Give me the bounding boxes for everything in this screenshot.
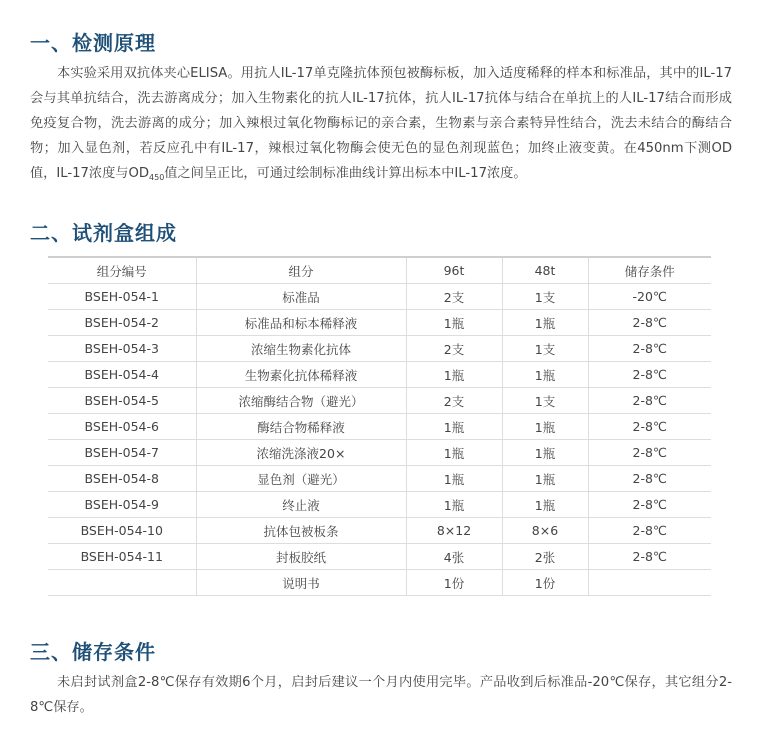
table-cell: 2张 [502, 544, 588, 570]
table-cell: BSEH-054-1 [48, 284, 196, 310]
section-heading-principle: 一、检测原理 [30, 31, 156, 55]
table-row [48, 570, 711, 596]
table-cell: 8×6 [502, 518, 588, 544]
principle-text-tail: 值之间呈正比，可通过绘制标准曲线计算出标本中IL-17浓度。 [164, 166, 527, 181]
table-cell: 显色剂（避光） [196, 466, 406, 492]
table-cell: BSEH-054-7 [48, 440, 196, 466]
principle-text: 本实验采用双抗体夹心ELISA。用抗人IL-17单克隆抗体预包被酶标板，加入适度稀释的样本和标准品，其中的IL-17会与其单抗结合，洗去游离成分；加入生物素化的抗人IL-17抗体，抗人IL-17抗体与结合在单抗上的人IL-17结合而形成免疫复合物，洗去游离的成分；加入辣根过氧化物酶标记的亲合素，生物素与亲合素特异性结合，洗去未结合的酶结合物；加入显色剂，若反应孔中有IL-17，辣根过氧化物酶会使无色的显色剂现蓝色；加终止液变黄。在450nm下测OD值，IL-17浓度与OD [30, 66, 732, 181]
table-cell: 1瓶 [406, 310, 502, 336]
table-cell: 2-8℃ [588, 362, 711, 388]
table-row [48, 336, 711, 362]
table-row [48, 284, 711, 310]
table-cell: 1瓶 [502, 440, 588, 466]
header-cell: 组分 [196, 257, 406, 284]
table-row [48, 362, 711, 388]
header-cell: 储存条件 [588, 257, 711, 284]
table-row [48, 310, 711, 336]
od-subscript: 450 [149, 173, 165, 182]
table-cell [48, 570, 196, 596]
table-cell: 2-8℃ [588, 518, 711, 544]
table-cell: 1瓶 [502, 310, 588, 336]
header-cell: 96t [406, 257, 502, 284]
table-cell [588, 570, 711, 596]
table-cell: 1瓶 [406, 362, 502, 388]
table-cell: BSEH-054-3 [48, 336, 196, 362]
table-cell: 1瓶 [502, 492, 588, 518]
table-cell: BSEH-054-11 [48, 544, 196, 570]
table-cell: 1瓶 [406, 414, 502, 440]
header-cell: 组分编号 [48, 257, 196, 284]
table-cell: 2-8℃ [588, 414, 711, 440]
table-cell: 2-8℃ [588, 310, 711, 336]
table-cell: BSEH-054-6 [48, 414, 196, 440]
table-cell: 标准品和标本稀释液 [196, 310, 406, 336]
table-cell: 浓缩酶结合物（避光） [196, 388, 406, 414]
table-cell: 8×12 [406, 518, 502, 544]
table-cell: 2-8℃ [588, 440, 711, 466]
table-cell: BSEH-054-2 [48, 310, 196, 336]
header-cell: 48t [502, 257, 588, 284]
table-cell: BSEH-054-10 [48, 518, 196, 544]
table-cell: 2-8℃ [588, 388, 711, 414]
table-cell: 1瓶 [502, 362, 588, 388]
table-cell: 1支 [502, 284, 588, 310]
table-row [48, 440, 711, 466]
table-cell: BSEH-054-8 [48, 466, 196, 492]
table-cell: BSEH-054-4 [48, 362, 196, 388]
table-cell: 2-8℃ [588, 492, 711, 518]
table-cell: 1瓶 [406, 466, 502, 492]
table-row [48, 544, 711, 570]
table-cell: -20℃ [588, 284, 711, 310]
table-cell: 1瓶 [406, 492, 502, 518]
table-cell: 生物素化抗体稀释液 [196, 362, 406, 388]
table-row [48, 466, 711, 492]
table-cell: 1瓶 [406, 440, 502, 466]
table-cell: 4张 [406, 544, 502, 570]
table-cell: 说明书 [196, 570, 406, 596]
table-cell: 2支 [406, 388, 502, 414]
table-cell: 2支 [406, 284, 502, 310]
table-row [48, 414, 711, 440]
table-cell: 1份 [502, 570, 588, 596]
kit-components-table [48, 256, 711, 596]
table-header-row [48, 257, 711, 284]
table-cell: 1份 [406, 570, 502, 596]
table-cell: 封板胶纸 [196, 544, 406, 570]
table-cell: 1瓶 [502, 414, 588, 440]
table-cell: 2支 [406, 336, 502, 362]
table-cell: 2-8℃ [588, 336, 711, 362]
table-cell: 浓缩生物素化抗体 [196, 336, 406, 362]
table-cell: 1支 [502, 336, 588, 362]
table-cell: 1瓶 [502, 466, 588, 492]
section-heading-kit: 二、试剂盒组成 [30, 221, 177, 245]
storage-paragraph: 未启封试剂盒2-8℃保存有效期6个月，启封后建议一个月内使用完毕。产品收到后标准品-20℃保存，其它组分2-8℃保存。 [30, 675, 732, 715]
table-cell: 浓缩洗涤液20× [196, 440, 406, 466]
section-heading-storage: 三、储存条件 [30, 640, 156, 664]
table-cell: 标准品 [196, 284, 406, 310]
table-row [48, 492, 711, 518]
table-cell: BSEH-054-9 [48, 492, 196, 518]
table-cell: 酶结合物稀释液 [196, 414, 406, 440]
table-cell: 2-8℃ [588, 466, 711, 492]
table-cell: 抗体包被板条 [196, 518, 406, 544]
table-row [48, 388, 711, 414]
table-cell: BSEH-054-5 [48, 388, 196, 414]
table-row [48, 518, 711, 544]
principle-paragraph [30, 61, 732, 186]
table-cell: 1支 [502, 388, 588, 414]
table-cell: 2-8℃ [588, 544, 711, 570]
table-cell: 终止液 [196, 492, 406, 518]
